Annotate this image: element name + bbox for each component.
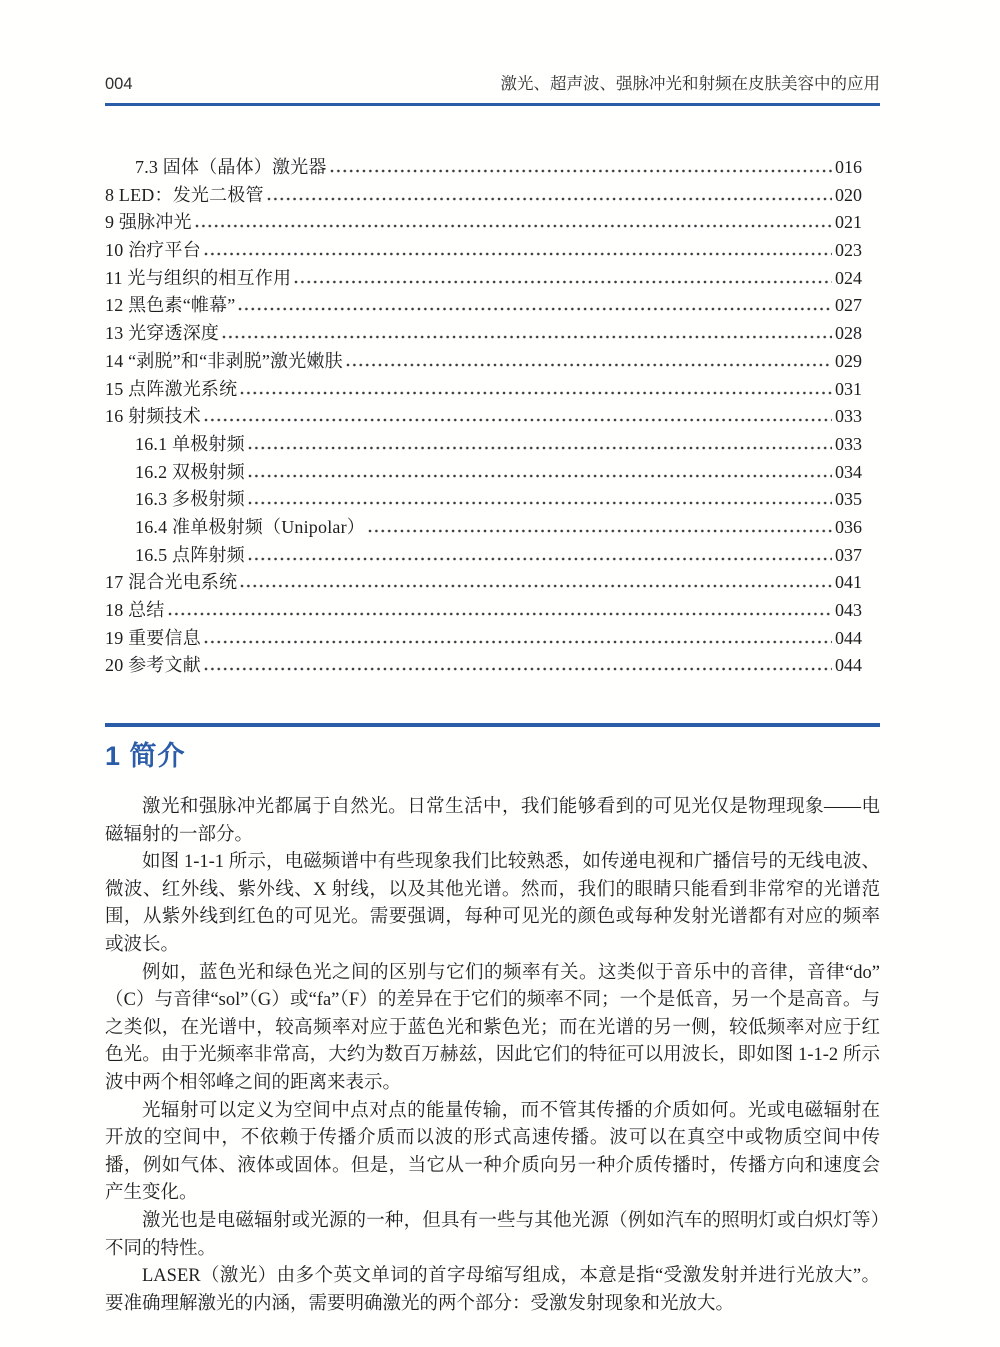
toc-entry [105, 291, 880, 319]
running-title: 激光、超声波、强脉冲光和射频在皮肤美容中的应用 [500, 75, 880, 93]
section-divider [105, 723, 880, 727]
toc-page-number: 020 [835, 184, 862, 205]
toc-page-number: 023 [835, 240, 862, 261]
toc-dot-leader [248, 557, 832, 561]
toc-entry [105, 651, 880, 679]
toc-dot-leader [248, 446, 832, 450]
running-header [105, 70, 880, 94]
toc-dot-leader [204, 667, 832, 671]
toc-entry-title: 7.3 固体（晶体）激光器 [135, 157, 327, 177]
intro-paragraphs [105, 794, 880, 1318]
toc-entry [105, 319, 880, 347]
toc-entry-title: 16.1 单极射频 [135, 433, 245, 454]
toc-page-number: 016 [835, 157, 862, 177]
toc-page-number: 029 [835, 350, 862, 371]
toc-dot-leader [346, 363, 832, 367]
toc-page-number: 037 [835, 544, 862, 565]
toc-entry [105, 513, 880, 541]
toc-entry [105, 568, 880, 596]
toc-page-number: 044 [835, 627, 862, 648]
toc-dot-leader [222, 335, 832, 339]
toc-entry-title: 18 总结 [105, 600, 165, 620]
toc-entry [105, 624, 880, 652]
toc-page-number: 034 [835, 461, 862, 482]
toc-entry [105, 541, 880, 569]
section-heading: 1 简介 [105, 741, 186, 772]
toc-dot-leader [267, 197, 832, 201]
toc-page-number: 028 [835, 323, 862, 344]
toc-dot-leader [204, 640, 832, 644]
toc-page-number: 021 [835, 212, 862, 233]
toc-entry [105, 347, 880, 375]
page-content [105, 0, 880, 1318]
toc-entry [105, 430, 880, 458]
toc-dot-leader [248, 474, 832, 478]
toc-page-number: 041 [835, 572, 862, 593]
toc-entry-title: 16.5 点阵射频 [135, 544, 245, 565]
toc-entry-title: 20 参考文献 [105, 655, 201, 676]
toc-entry-title: 14 “剥脱”和“非剥脱”激光嫩肤 [105, 350, 343, 371]
paragraph: 激光和强脉冲光都属于自然光。日常生活中，我们能够看到的可见光仅是物理现象——电磁辐射的一部分。 [105, 797, 880, 845]
toc-dot-leader [168, 612, 833, 616]
toc-dot-leader [294, 280, 832, 284]
toc-entry [105, 485, 880, 513]
toc-entry [105, 153, 880, 181]
toc-dot-leader [240, 391, 832, 395]
paragraph: 激光也是电磁辐射或光源的一种，但具有一些与其他光源（例如汽车的照明灯或白炽灯等）不同的特性。 [105, 1210, 880, 1259]
page-number: 004 [105, 75, 133, 93]
toc-entry-title: 15 点阵激光系统 [105, 378, 238, 399]
toc-entry-title: 16.2 双极射频 [135, 461, 245, 482]
paragraph: 例如，蓝色光和绿色光之间的区别与它们的频率有关。这类似于音乐中的音律，音律“do”（C）与音律“sol”（G）或“fa”（F）的差异在于它们的频率不同；一个是低音，另一个是高音。与之类似，在光谱中，较高频率对应于蓝色光和紫色光；而在光谱的另一侧，较低频率对应于红色光。由于光频率非常高，大约为数百万赫兹，因此它们的特征可以用波长，即如图 1-1-2 所示波中两个相邻峰之间的距离来表示。 [105, 962, 880, 1093]
toc-page-number: 024 [835, 267, 862, 288]
toc-dot-leader [204, 252, 832, 256]
toc-entry-title: 13 光穿透深度 [105, 323, 220, 344]
toc-page-number: 043 [835, 600, 862, 620]
toc-entry [105, 458, 880, 486]
toc-page-number: 036 [835, 516, 862, 537]
toc-entry-title: 16 射频技术 [105, 406, 201, 427]
toc-entry-title: 17 混合光电系统 [105, 572, 238, 593]
toc-dot-leader [195, 224, 832, 228]
toc-dot-leader [204, 418, 832, 422]
toc-dot-leader [238, 307, 832, 311]
toc-page-number: 035 [835, 489, 862, 510]
toc-entry-title: 10 治疗平台 [105, 240, 201, 261]
toc-entry [105, 375, 880, 403]
toc-page-number: 033 [835, 406, 862, 427]
toc-entry-title: 16.4 准单极射频（Unipolar） [135, 516, 365, 537]
toc-entry-title: 9 强脉冲光 [105, 212, 192, 233]
toc-entry-title: 16.3 多极射频 [135, 489, 245, 510]
toc-entry-title: 8 LED：发光二极管 [105, 184, 264, 205]
toc-entry-title: 19 重要信息 [105, 627, 201, 648]
paragraph: 光辐射可以定义为空间中点对点的能量传输，而不管其传播的介质如何。光或电磁辐射在开放的空间中，不依赖于传播介质而以波的形式高速传播。波可以在真空中或物质空间中传播，例如气体、液体或固体。但是，当它从一种介质向另一种介质传播时，传播方向和速度会产生变化。 [105, 1100, 880, 1204]
toc-page-number: 027 [835, 295, 862, 316]
toc-entry [105, 596, 880, 624]
toc-entry [105, 402, 880, 430]
toc-entry-title: 11 光与组织的相互作用 [105, 267, 292, 288]
toc-dot-leader [330, 169, 832, 173]
toc-entry [105, 236, 880, 264]
paragraph: LASER（激光）由多个英文单词的首字母缩写组成，本意是指“受激发射并进行光放大”。要准确理解激光的内涵，需要明确激光的两个部分：受激发射现象和光放大。 [105, 1266, 880, 1314]
toc-dot-leader [368, 529, 832, 533]
table-of-contents [105, 153, 880, 679]
toc-entry [105, 264, 880, 292]
header-rule [105, 103, 880, 106]
toc-entry [105, 208, 880, 236]
toc-dot-leader [248, 501, 832, 505]
toc-page-number: 044 [835, 655, 862, 676]
toc-entry-title: 12 黑色素“帷幕” [105, 295, 236, 316]
paragraph: 如图 1-1-1 所示，电磁频谱中有些现象我们比较熟悉，如传递电视和广播信号的无线电波、微波、红外线、紫外线、X 射线，以及其他光谱。然而，我们的眼睛只能看到非常窄的光谱范围，从紫外线到红色的可见光。需要强调，每种可见光的颜色或每种发射光谱都有对应的频率或波长。 [105, 852, 880, 956]
toc-dot-leader [240, 584, 832, 588]
toc-page-number: 031 [835, 378, 862, 399]
toc-entry [105, 181, 880, 209]
toc-page-number: 033 [835, 433, 862, 454]
